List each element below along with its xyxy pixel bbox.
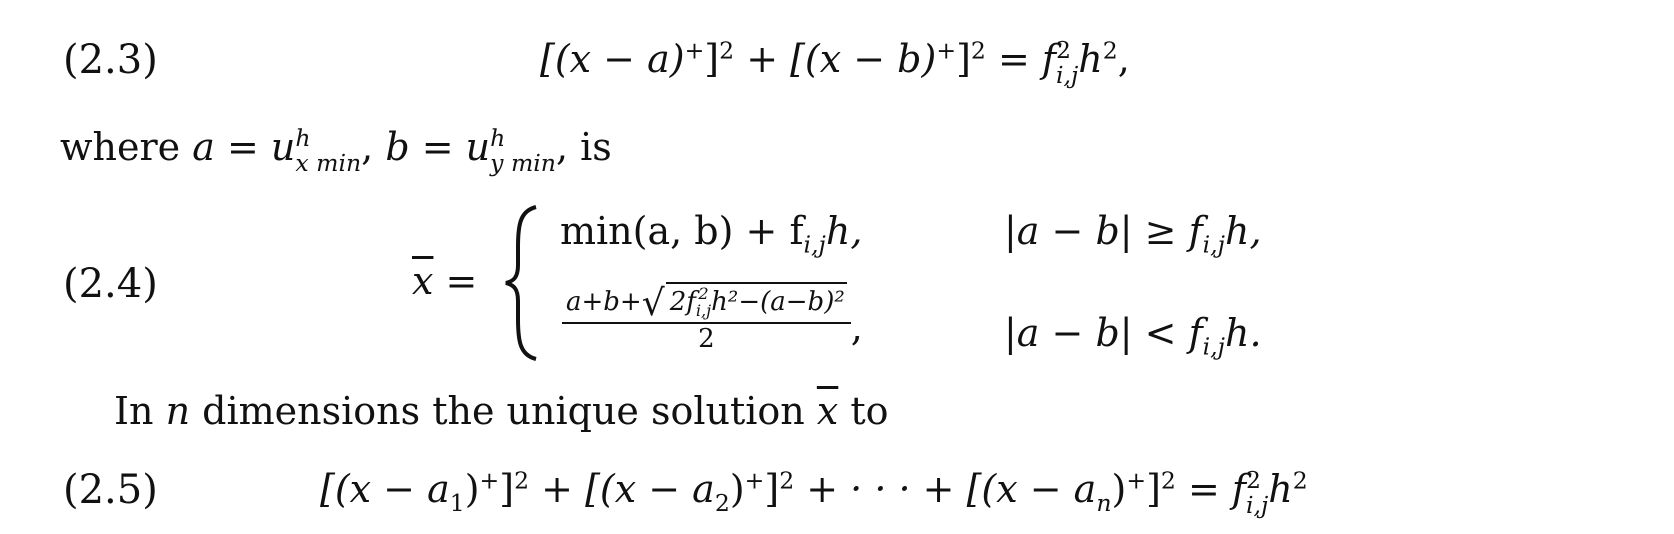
equation-number-2-5: (2.5): [63, 467, 158, 513]
eq25-t5: + · · · + [(x − a: [794, 467, 1097, 512]
eq24-case-1: [560, 209, 863, 259]
eq25-t4: + [(x − a: [529, 467, 715, 512]
eq25-t2a: ): [464, 467, 480, 512]
case1-sub: i,j: [803, 230, 826, 259]
case2-radicand: [666, 282, 847, 320]
eq23-h: h: [1078, 37, 1103, 82]
ndim-middle: dimensions the unique solution: [190, 389, 817, 433]
eq25-rhs: = f: [1175, 467, 1246, 512]
eq25-f-sup: 2: [1245, 466, 1261, 494]
eq24-equals: =: [445, 259, 478, 303]
eq24-case-2: [562, 282, 863, 352]
ndim-line: [114, 389, 889, 433]
sqrt-symbol: √: [641, 282, 665, 324]
case1-h: h,: [825, 209, 863, 253]
equation-number-2-4: (2.4): [63, 261, 158, 307]
where-u-1: u: [270, 125, 296, 170]
case2-numerator: [562, 282, 851, 322]
rad-2f: 2f: [669, 286, 696, 317]
eq25-plus-1: +: [479, 466, 500, 495]
eq25-s2: 2: [714, 488, 730, 517]
where-eq-2: =: [409, 125, 466, 170]
case2-num-lead: a+b+: [566, 286, 642, 317]
equation-2-3: [540, 38, 1130, 87]
case1-expr: min(a, b) + f: [560, 209, 804, 253]
eq25-h: h: [1268, 467, 1293, 512]
eq25-f-sub: i,j: [1245, 490, 1269, 519]
case2-denominator: 2: [698, 323, 715, 354]
rad-tail: h²−(a−b)²: [711, 286, 845, 317]
eq25-sn: n: [1096, 488, 1112, 517]
where-b: b: [385, 125, 410, 170]
where-u-2: u: [465, 125, 491, 170]
eq24-cond-1: [1004, 209, 1262, 259]
case2-comma: ,: [850, 305, 863, 350]
eq23-square-1: 2: [719, 36, 735, 65]
eq23-f-sup: 2: [1055, 36, 1071, 64]
eq23-bracket-1: ]: [704, 37, 720, 82]
eq23-middle: + [(x − b): [734, 37, 937, 82]
ndim-xbar: $\overline{x}$: [816, 389, 839, 433]
eq25-s1: 1: [449, 488, 465, 517]
eq23-bracket-2: ]: [956, 37, 971, 82]
where-tail: , is: [555, 125, 612, 170]
eq23-f-supsub: [1056, 38, 1078, 87]
eq25-plus-2: +: [744, 466, 765, 495]
eq25-t3c: ]: [1146, 467, 1161, 512]
eq25-h-sup: 2: [1292, 466, 1308, 495]
eq23-f-sub: i,j: [1055, 60, 1079, 89]
eq25-t3b: ]: [764, 467, 780, 512]
where-u2-sup: h: [490, 124, 506, 152]
eq25-plus-3: +: [1126, 466, 1147, 495]
case2-sqrt: [641, 282, 847, 324]
eq25-two-1: 2: [514, 466, 530, 495]
eq24-lhs: [412, 259, 478, 303]
eq24-xbar: $\overline{x}$: [412, 259, 434, 303]
eq23-square-2: 2: [970, 36, 986, 65]
cond1-sub: i,j: [1202, 230, 1225, 259]
where-eq-1: =: [214, 125, 271, 170]
case2-fraction: [562, 282, 851, 352]
eq23-lhs-part1: [(x − a): [540, 37, 685, 82]
ndim-tail: to: [838, 389, 889, 433]
eq25-f-supsub: [1246, 468, 1268, 517]
eq25-two-2: 2: [779, 466, 795, 495]
where-u2-supsub: [490, 126, 556, 175]
where-line: [60, 126, 612, 175]
eq24-left-brace: [502, 203, 542, 363]
cond1-h: h,: [1224, 209, 1262, 253]
cond1-lhs: |a − b| ≥ f: [1004, 209, 1203, 253]
eq23-plus-sup-1: +: [684, 36, 705, 65]
where-a: a: [192, 125, 215, 170]
cond2-lhs: |a − b| < f: [1004, 311, 1203, 355]
eq25-t1: [(x − a: [320, 467, 450, 512]
where-u2-sub: y min: [490, 148, 556, 177]
ndim-n: n: [165, 389, 191, 433]
rad-f-supsub: [696, 286, 711, 320]
eq23-h-sup: 2: [1102, 36, 1118, 65]
where-u1-supsub: [295, 126, 361, 175]
brace-path: [506, 207, 536, 359]
cond2-h: h.: [1224, 311, 1262, 355]
equation-2-5: [320, 468, 1308, 517]
eq25-t2b: ): [729, 467, 745, 512]
ndim-lead: In: [114, 389, 166, 433]
eq23-rhs-f: = f: [985, 37, 1056, 82]
equation-number-2-3: (2.3): [63, 37, 158, 83]
eq25-t3a: ]: [499, 467, 515, 512]
eq23-comma: ,: [1117, 37, 1130, 82]
where-lead: where: [60, 125, 193, 170]
cond2-sub: i,j: [1202, 332, 1225, 361]
eq23-plus-sup-2: +: [936, 36, 957, 65]
eq25-two-3: 2: [1160, 466, 1176, 495]
where-u1-sup: h: [295, 124, 311, 152]
rad-f-sub: i,j: [695, 300, 712, 320]
rad-f-sup: 2: [698, 284, 709, 303]
where-u1-sub: x min: [295, 148, 362, 177]
where-comma: ,: [361, 125, 386, 170]
eq25-t2c: ): [1111, 467, 1127, 512]
eq24-cond-2: [1004, 311, 1262, 361]
